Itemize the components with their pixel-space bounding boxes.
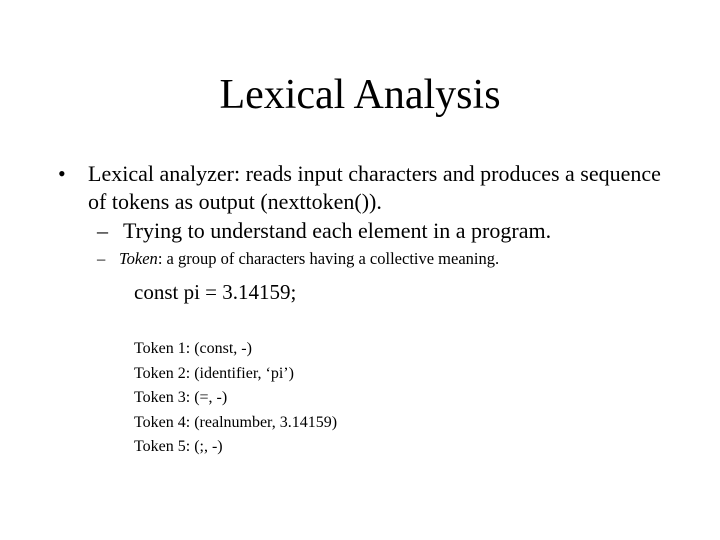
sub-bullet-token-definition <box>97 247 657 271</box>
bullet-text: Lexical analyzer: reads input characters and produces a sequence of tokens as output (nexttoken()). <box>88 161 661 214</box>
token-item: Token 4: (realnumber, 3.14159) <box>134 413 338 431</box>
token-term: Token <box>119 249 158 268</box>
token-item: Token 3: (=, -) <box>134 389 228 406</box>
sub-bullet-text: Trying to understand each element in a program. <box>123 218 552 243</box>
token-item: Token 1: (const, -) <box>134 340 252 357</box>
token-item: Token 2: (identifier, ‘pi’) <box>134 364 294 382</box>
token-item: Token 5: (;, -) <box>134 438 223 455</box>
sub-bullet-marker: – <box>97 249 106 268</box>
token-definition-text: : a group of characters having a collective meaning. <box>157 249 500 268</box>
sub-bullet-understand <box>97 217 657 245</box>
token-list <box>134 337 337 460</box>
code-example: const pi = 3.14159; <box>134 280 297 304</box>
slide-title: Lexical Analysis <box>219 72 501 118</box>
sub-bullet-marker: – <box>97 218 108 243</box>
bullet-marker: • <box>58 161 66 186</box>
